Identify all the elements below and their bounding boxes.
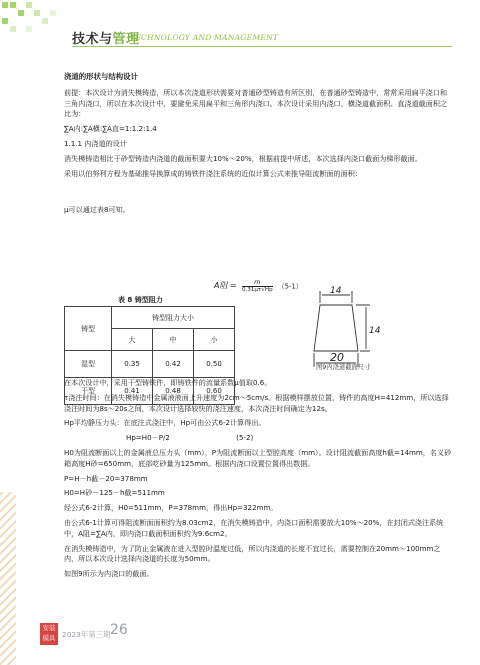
trapezoid-shape [314,305,358,351]
paragraph-pour-time: τ浇注时间：在消失模铸造中金属液液面上升速度为2cm～5cm/s。根据模样摆放位置，铸件的高度H=412mm，所以选择浇注时间为8s～20s之间，本次设计选择较快的浇注速度，本次浇注时间确定为12s。 [64,392,449,413]
table-col-large: 大 [112,329,153,351]
paragraph-area: 由公式6-1计算可得阻流断面面积约为8.03cm2，在消失模铸造中，内浇口面积需要放大10%～20%，在封闭式浇注系统中，A阻=∑A内，即内浇口截面积面积约为9.6cm2。 [64,517,444,538]
paragraph-length: 在消失模铸造中，为了防止金属液在进入型腔时温度过低，所以内浇道的长度不宜过长，需要控制在20mm～100mm之内，所以本次设计选择内浇道的长度为50mm。 [64,543,441,564]
header-title-accent: 管理 [112,32,140,47]
formula-numerator: m [242,278,273,287]
paragraph-premise: 前提：本次设计为消失模铸造，所以本次浇道形状需要对普通砂型铸造有所区别，在普通砂型铸造中，常常采用扁平浇口和三角内浇口，所以在本次设计中，要避免采用扁平和三角形内浇口。本次设计采用内浇口、横浇道截面积、直浇道截面积之比为： [64,87,448,119]
table-row [65,351,235,378]
mu-note: μ可以通过表8可知。 [64,205,130,215]
table-cell: 0.50 [194,351,235,378]
diagram-top-label: 14 [330,286,342,296]
calc-result: 经公式6-2计算，H0=511mm，P=378mm，得出Hp=322mm。 [64,503,278,513]
subsection-heading: 1.1.1 内浇道的设计 [64,138,127,148]
formula-number: （5-1） [277,282,303,291]
header-subtitle-en: TECHNOLOGY AND MANAGEMENT [130,33,279,42]
paragraph-bernoulli: 采用以伯努利方程为基础推导换算成的铸铁件浇注系统的近似计算公式来推导阻流断面的面积： [64,168,362,178]
table-header-row [65,307,235,329]
calc-h0: H0=H砂－125－h截=511mm [64,488,165,498]
article-body-continued [64,378,454,580]
diagram-side-label: 14 [369,326,381,336]
paragraph-definitions: H0为阻流断面以上的金属液总压力头（mm），P为阻流断面以上型腔高度（mm）。设计阻流截面高度h截=14mm，名义砂箱高度H砂=650mm，底部吃砂量为125mm。根据内浇口设置位置得出数据。 [64,447,452,468]
table-cell: 0.60 [194,378,235,405]
paragraph-flow-coefficient: 在本次设计中，采用干型铸铁件，即铸铁件的流量系数μ值取0.6。 [64,378,272,387]
table-col-medium: 中 [153,329,194,351]
issue-label: 2023年第三期 [62,630,111,639]
choke-area-formula [214,278,303,293]
equation-hp-text: Hp=H0－P/2 [126,433,170,443]
table-cell: 0.48 [153,378,194,405]
table-header-group: 铸型阻力大小 [112,307,235,329]
calc-p: P=H－h截－20=378mm [64,473,148,483]
header-title-main: 技术与 [72,32,113,47]
table-cell: 0.42 [153,351,194,378]
paragraph-figure-ref: 如图9所示为内浇口的截面。 [64,569,154,579]
header-rule [72,46,452,47]
table-row-label: 干型 [65,378,112,405]
side-stripes [0,52,16,665]
equation-hp-number: (5-2) [236,433,254,443]
ratio-formula: ∑A内:∑A横:∑A直=1:1.2:1.4 [64,124,157,134]
formula-lhs: A阻 = [214,281,237,290]
diagram-bottom-label: 20 [330,351,344,364]
table-row-label: 湿型 [65,351,112,378]
table-cell: 0.35 [112,351,153,378]
paragraph-trapezoid: 消失模铸造相比于砂型铸造内浇道的截面积要大10%～20%，根据前提中所述，本次选择内浇口截面为梯形截面。 [64,153,422,163]
section-heading: 浇道的形状与结构设计 [64,72,138,81]
table-cell: 0.41 [112,378,153,405]
journal-badge: 安装模具 [40,623,58,645]
table-caption: 表 8 铸型阻力 [118,296,163,304]
page-number: 26 [110,622,128,638]
table-header-mold: 铸型 [65,307,112,351]
equation-hp [64,433,454,444]
article-body [64,72,454,216]
table-col-small: 小 [194,329,235,351]
paragraph-pressure-head: Hp平均静压力头：在底注式浇注中，Hp可由公式6-2计算得出。 [64,418,266,428]
formula-denominator: 0.31μτ√Hp [241,287,273,293]
header-decoration [0,0,78,52]
diagram-caption: 图9内浇道截面尺寸 [316,364,371,371]
